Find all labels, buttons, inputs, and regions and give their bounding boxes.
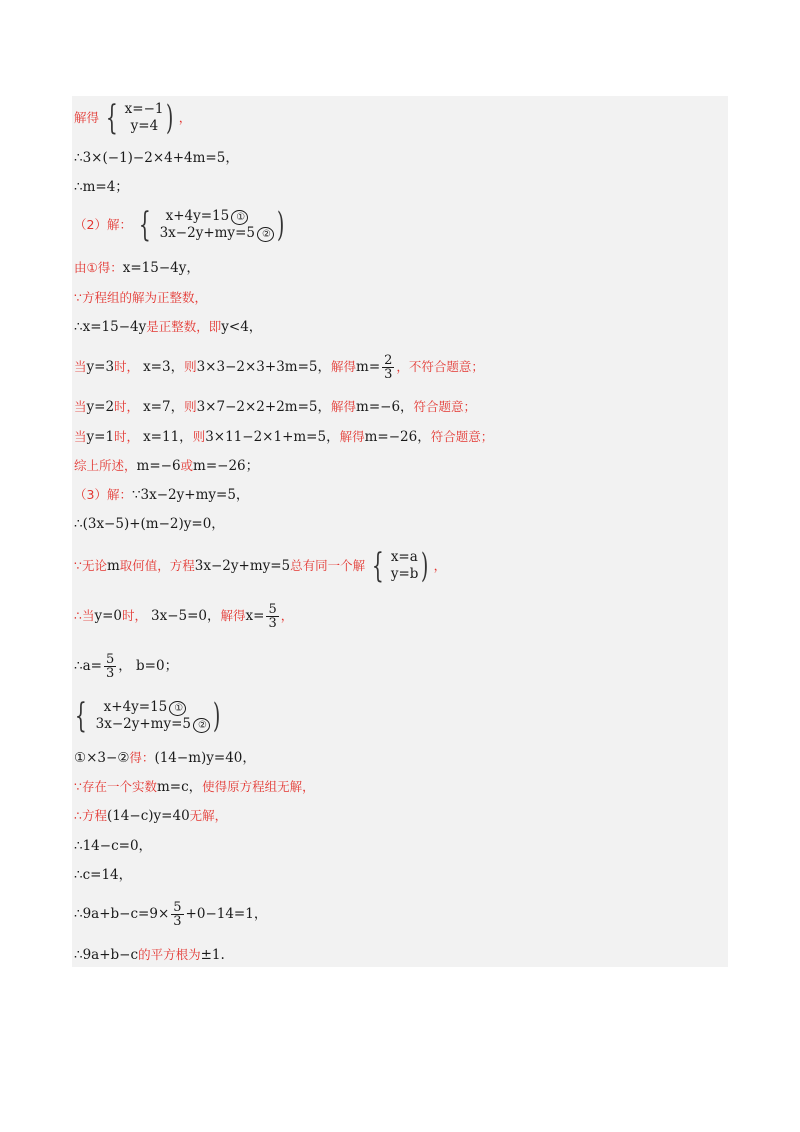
text-solve: 解得 [74,110,100,125]
circled-two-icon: ② [193,718,210,733]
line-14-minus-c: ∴14−c=0， [74,838,153,854]
equation-system: { x=a y=b ) [372,546,429,586]
fraction: $\frac{2}{3}$ [384,352,393,382]
line-eliminate: ①×3−② 得： (14−m)y=40， [74,750,256,766]
line-y-bound: ∴x=15−4y 是正整数，即 y<4， [74,319,263,335]
line-square-root: ∴9a+b−c 的平方根为 ±1. [74,947,225,963]
line-compute-result: ∴9a+b−c=9× $\frac{5}{3}$ +0−14=1， [74,899,268,929]
part2-label: （2）解： [74,217,132,232]
line-part2-system [74,205,289,245]
equation-system: { x=−1 y=4 ) [105,98,174,138]
line-substitute: ∴3×(−1)−2×4+4m=5， [74,150,239,166]
circled-one-icon: ① [231,210,248,225]
line-rearranged: ∴(3x−5)+(m−2)y=0， [74,516,225,532]
circled-one-icon: ① [169,701,186,716]
line-c-value: ∴c=14， [74,867,133,883]
line-no-solution: ∴方程 (14−c)y=40 无解， [74,808,228,824]
line-system-repeat [74,696,225,736]
fraction: $\frac{5}{3}$ [268,601,277,631]
equation-system: { x+4y=15 ① 3x−2y+my=5 ② ) [74,696,221,736]
line-y-zero: ∴当 y=0 时， 3x−5=0， 解得 x= $\frac{5}{3}$ ， [74,601,294,631]
part3-label: （3）解： [74,487,132,502]
line-exists-c: ∵存在一个实数 m=c， 使得原方程组无解， [74,779,315,795]
fraction: $\frac{5}{3}$ [105,651,115,681]
equation-system: { x+4y=15 ① 3x−2y+my=5 ② ) [138,205,285,245]
line-from-eq1: 由①得： x=15−4y， [74,260,200,276]
line-part3: （3）解： ∵3x−2y+my=5， [74,487,250,503]
line-a-b-values: ∴a= $\frac{5}{3}$ ， b=0； [74,651,179,681]
fraction: $\frac{5}{3}$ [173,899,182,929]
line-m-value: ∴m=4； [74,179,129,195]
line-common-solution: ∵无论 m 取何值，方程 3x−2y+my=5 总有同一个解 { x=a y=b ) ， [74,546,447,586]
line-case-y1: 当 y=1 时， x=11， 则 3×11−2×1+m=5， 解得 m=−26， 符合题意； [74,429,494,445]
line-summary: 综上所述， m=−6 或 m=−26； [74,458,260,474]
line-case-y3: 当 y=3 时， x=3， 则 3×3−2×3+3m=5， 解得 m= $\frac{2}{3}$ ，不符合题意； [74,352,484,382]
line-case-y2: 当 y=2 时， x=7， 则 3×7−2×2+2m=5， 解得 m=−6， 符合题意； [74,399,477,415]
circled-two-icon: ② [257,227,274,242]
line-solve-1: 解得 { x=−1 y=4 ) ， [74,98,192,138]
line-positive-integer: ∵方程组的解为正整数， [74,290,207,305]
